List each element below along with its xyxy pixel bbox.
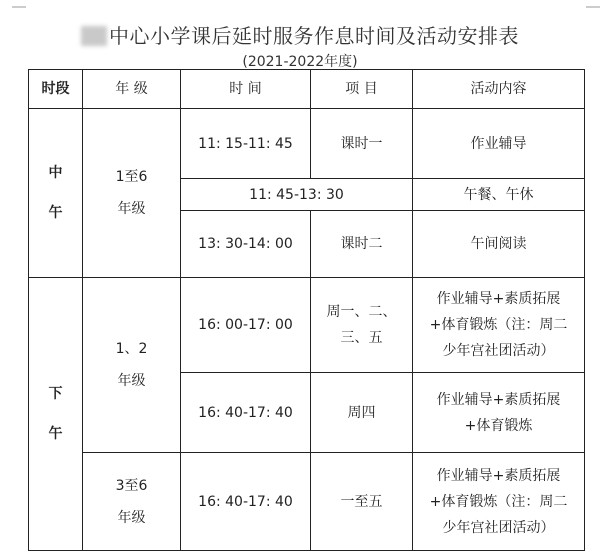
activity-line: 作业辅导+素质拓展 <box>436 291 561 307</box>
item-line: 三、五 <box>340 330 383 346</box>
item-line: 周一、二、 <box>326 304 397 320</box>
activity-cell: 午餐、午休 <box>413 179 585 211</box>
grade-line: 1至6 <box>115 169 148 185</box>
document-title <box>0 20 600 49</box>
header-grade: 年 级 <box>83 70 181 109</box>
period-char: 午 <box>48 426 63 442</box>
time-cell: 13: 30-14: 00 <box>181 211 311 278</box>
grade-3-6 <box>83 453 181 551</box>
document-subtitle: (2021-2022年度) <box>242 54 358 70</box>
time-cell: 16: 40-17: 40 <box>181 373 311 453</box>
item-cell: 课时二 <box>311 211 413 278</box>
activity-line: 作业辅导+素质拓展 <box>436 467 561 484</box>
table-row <box>29 109 585 179</box>
activity-cell <box>413 373 585 453</box>
period-char: 中 <box>48 165 63 181</box>
activity-cell: 午间阅读 <box>413 211 585 278</box>
header-row <box>29 70 585 109</box>
header-activity: 活动内容 <box>413 70 585 109</box>
grade-line: 年级 <box>117 509 146 526</box>
header-period: 时段 <box>29 70 83 109</box>
period-char: 午 <box>48 205 63 221</box>
time-cell: 16: 40-17: 40 <box>181 453 311 551</box>
time-cell: 16: 00-17: 00 <box>181 278 311 373</box>
activity-cell: 作业辅导 <box>413 109 585 179</box>
period-afternoon <box>29 278 83 551</box>
grade-line: 3至6 <box>115 477 148 494</box>
scan-mark <box>12 6 26 8</box>
activity-line: +体育锻炼（注：周二 <box>429 493 568 510</box>
item-cell: 课时一 <box>311 109 413 179</box>
item-cell: 一至五 <box>311 453 413 551</box>
grade-all <box>83 109 181 278</box>
scan-mark <box>586 6 600 8</box>
grade-line: 年级 <box>117 373 146 389</box>
grade-line: 1、2 <box>115 341 148 357</box>
activity-cell <box>413 453 585 551</box>
activity-line: 少年宫社团活动） <box>442 343 555 359</box>
activity-line: 少年宫社团活动） <box>442 519 555 536</box>
title-text: 中心小学课后延时服务作息时间及活动安排表 <box>109 24 519 48</box>
activity-line: +体育锻炼（注：周二 <box>429 317 568 333</box>
period-char: 下 <box>48 386 63 402</box>
time-cell: 11: 15-11: 45 <box>181 109 311 179</box>
item-cell: 周四 <box>311 373 413 453</box>
header-time: 时 间 <box>181 70 311 109</box>
grade-line: 年级 <box>117 201 146 217</box>
item-cell <box>311 278 413 373</box>
schedule-table <box>28 69 585 551</box>
activity-line: +体育锻炼 <box>464 417 533 434</box>
time-cell: 11: 45-13: 30 <box>181 179 413 211</box>
period-noon <box>29 109 83 278</box>
redacted-text <box>81 26 107 46</box>
table-row <box>29 453 585 551</box>
activity-cell <box>413 278 585 373</box>
header-item: 项 目 <box>311 70 413 109</box>
grade-1-2 <box>83 278 181 453</box>
table-row <box>29 278 585 373</box>
activity-line: 作业辅导+素质拓展 <box>436 391 561 408</box>
